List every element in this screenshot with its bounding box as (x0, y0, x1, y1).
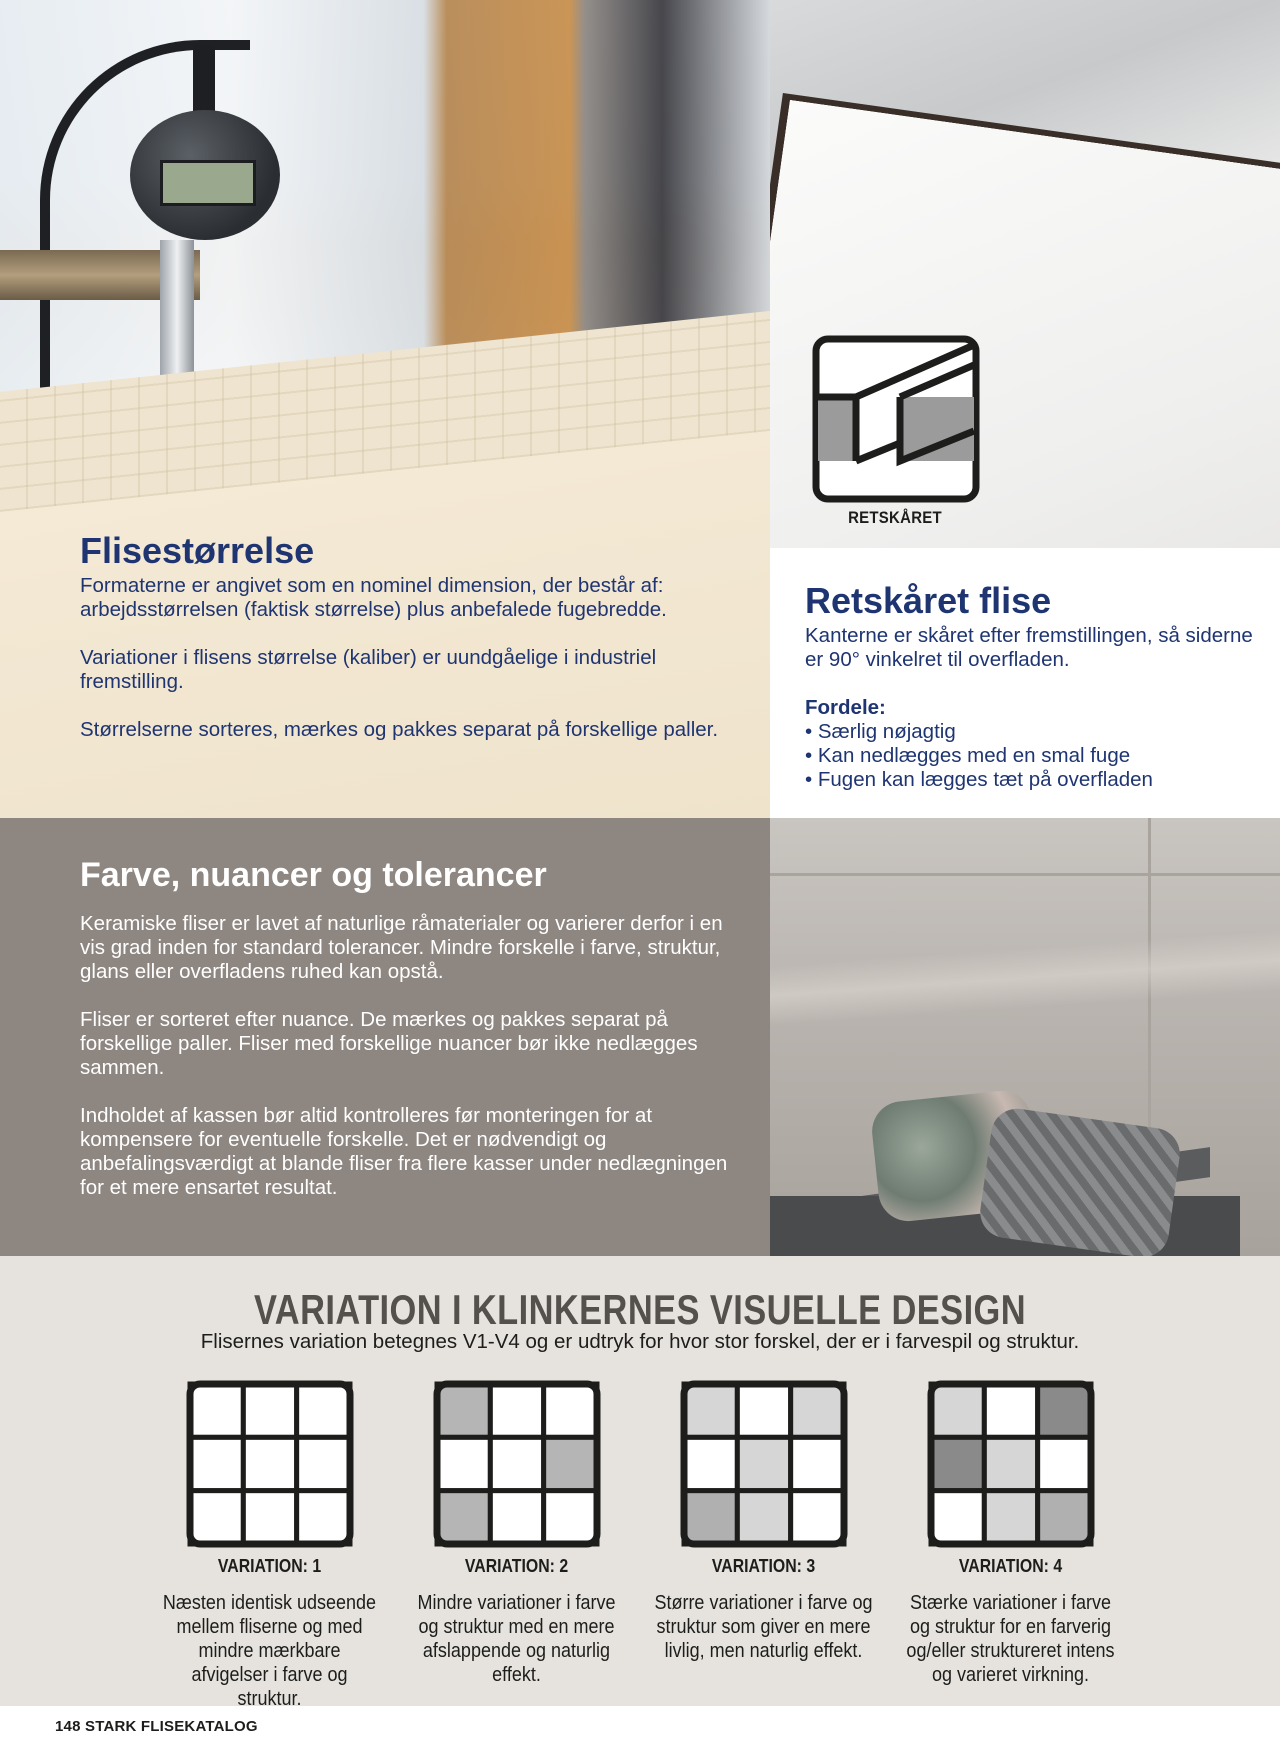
variation-card-3 (640, 1380, 887, 1663)
tile-cell (543, 1491, 596, 1544)
tile-cell (190, 1491, 243, 1544)
variation-label: VARIATION: 1 (217, 1556, 322, 1576)
catalog-name: STARK FLISEKATALOG (85, 1718, 258, 1735)
tile-cell (790, 1437, 843, 1490)
tile-size-paragraph-2: Variationer i flisens størrelse (kaliber) er uundgåelige i industriel fremstilling. (80, 646, 657, 693)
variation-3-grid-icon (680, 1380, 848, 1548)
tile-cell (931, 1437, 984, 1490)
gauge-display (160, 160, 256, 206)
color-tolerance-paragraph-2: Fliser er sorteret efter nuance. De mærkes og pakkes separat på forskellige paller. Fliser med forskellige nuancer bør ikke nedlægges sammen. (80, 1008, 698, 1079)
variation-card-1 (146, 1380, 393, 1711)
advantage-item: • Særlig nøjagtig (805, 720, 956, 743)
living-room-photo (770, 818, 1280, 1256)
variation-description: Stærke variationer i farve og struktur for en farverig og/eller struktureret intens og varieret virkning. (906, 1592, 1115, 1686)
stone-vein (770, 930, 1280, 1026)
tile-cell (931, 1491, 984, 1544)
rectified-tile-title: Retskåret flise (805, 580, 1052, 621)
variation-card-4 (887, 1380, 1134, 1687)
tile-cell (790, 1384, 843, 1437)
rectified-tile-section (805, 578, 1265, 792)
tile-cell (296, 1384, 349, 1437)
tile-cell (1037, 1384, 1090, 1437)
tile-cell (296, 1491, 349, 1544)
gauge-stem (193, 45, 215, 115)
tile-cell (243, 1437, 296, 1490)
variation-1-grid-icon (186, 1380, 354, 1548)
variation-2-grid-icon (433, 1380, 601, 1548)
tile-cell (490, 1491, 543, 1544)
tile-cell (1037, 1491, 1090, 1544)
tile-cell (684, 1491, 737, 1544)
tile-cell (684, 1384, 737, 1437)
tile-cell (190, 1437, 243, 1490)
tile-cell (437, 1384, 490, 1437)
advantages-label: Fordele: (805, 696, 886, 719)
tile-cell (490, 1384, 543, 1437)
tile-cell (737, 1437, 790, 1490)
variation-4-grid-icon (927, 1380, 1095, 1548)
page-footer (55, 1718, 258, 1735)
tile-cell (737, 1384, 790, 1437)
tile-cell (931, 1384, 984, 1437)
variation-description: Større variationer i farve og struktur som giver en mere livlig, men naturlig effekt. (654, 1592, 873, 1662)
tile-size-section (80, 528, 760, 766)
variation-label: VARIATION: 3 (711, 1556, 816, 1576)
tile-cell (543, 1437, 596, 1490)
color-tolerance-title: Farve, nuancer og tolerancer (80, 856, 547, 894)
advantages-list (805, 720, 1265, 792)
tile-cell (243, 1384, 296, 1437)
tile-cell (243, 1491, 296, 1544)
tile-cell (737, 1491, 790, 1544)
tile-cell (437, 1437, 490, 1490)
advantage-item: • Fugen kan lægges tæt på overfladen (805, 768, 1153, 791)
variation-description: Mindre variationer i farve og struktur med en mere afslappende og naturlig effekt. (417, 1592, 616, 1686)
color-tolerance-paragraph-3: Indholdet af kassen bør altid kontrolleres før monteringen for at kompensere for eventuelle forskelle. Det er nødvendigt og anbefalingsværdigt at blande fliser fra flere kasser under nedlægningen for et mere ensartet resultat. (80, 1104, 728, 1199)
variation-label: VARIATION: 2 (464, 1556, 569, 1576)
tile-cell (684, 1437, 737, 1490)
tile-cell (190, 1384, 243, 1437)
variation-card-2 (393, 1380, 640, 1687)
knit-pillow (977, 1105, 1183, 1256)
variation-subtitle: Flisernes variation betegnes V1-V4 og er udtryk for hvor stor forskel, der er i farvespil og struktur. (200, 1330, 1080, 1353)
tile-size-paragraph-1: Formaterne er angivet som en nominel dimension, der består af: arbejdsstørrelsen (faktisk størrelse) plus anbefalede fugebredde. (80, 574, 667, 621)
advantage-item: • Kan nedlægges med en smal fuge (805, 744, 1131, 767)
tile-size-paragraph-3: Størrelserne sorteres, mærkes og pakkes separat på forskellige paller. (80, 718, 719, 741)
variation-label: VARIATION: 4 (958, 1556, 1063, 1576)
variation-description: Næsten identisk udseende mellem fliserne og med mindre mærkbare afvigelser i farve og struktur. (162, 1592, 377, 1710)
tile-seam (770, 873, 1280, 876)
tile-cell (984, 1384, 1037, 1437)
page-number: 148 (55, 1718, 81, 1735)
cut-edge-icon (812, 335, 980, 503)
tile-cell (296, 1437, 349, 1490)
tile-cell (437, 1491, 490, 1544)
color-tolerance-paragraph-1: Keramiske fliser er lavet af naturlige råmaterialer og varierer derfor i en vis grad inden for standard tolerancer. Mindre forskelle i farve, struktur, glans eller overfladens ruhed kan opstå. (80, 912, 723, 983)
tile-cell (490, 1437, 543, 1490)
tile-cell (984, 1491, 1037, 1544)
variation-title: VARIATION I KLINKERNES VISUELLE DESIGN (253, 1286, 1027, 1333)
rectified-tile-description: Kanterne er skåret efter fremstillingen, så siderne er 90° vinkelret til overfladen. (805, 624, 1253, 671)
color-tolerance-section (80, 852, 750, 1224)
tile-cell (543, 1384, 596, 1437)
cut-edge-icon-label: RETSKÅRET (848, 508, 942, 527)
tile-size-title: Flisestørrelse (80, 530, 315, 571)
tile-cell (790, 1491, 843, 1544)
tile-cell (1037, 1437, 1090, 1490)
tile-cell (984, 1437, 1037, 1490)
